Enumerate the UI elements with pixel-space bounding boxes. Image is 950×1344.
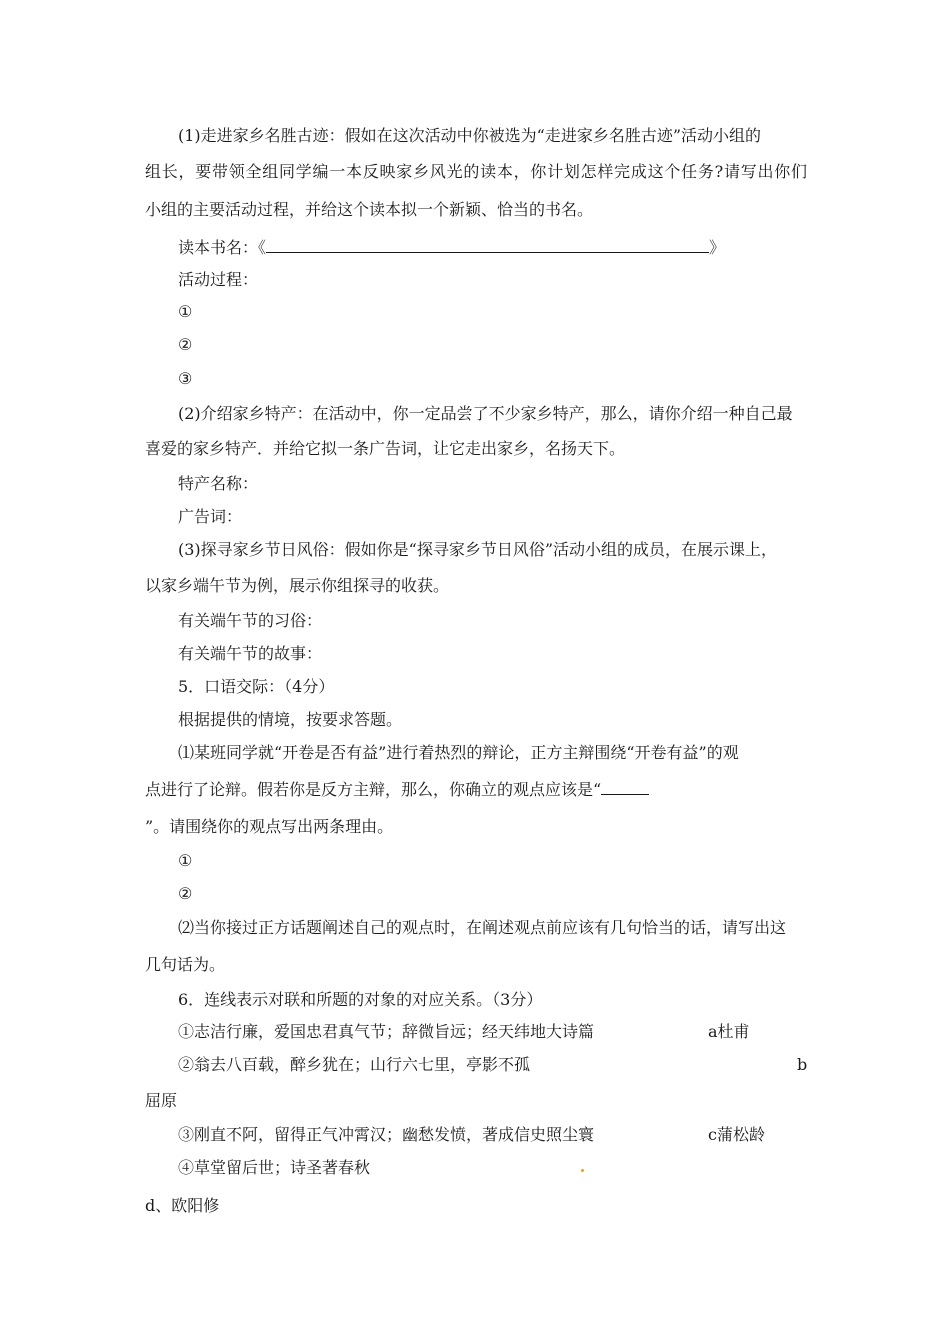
dragon-boat-stories-label: 有关端午节的故事： <box>178 644 323 663</box>
option-b-letter: b <box>797 1055 808 1074</box>
q5-s2-line1: ⑵当你接过正方话题阐述自己的观点时，在阐述观点前应该有几句恰当的话，请写出这 <box>178 918 787 937</box>
process-marker-2: ② <box>178 335 193 354</box>
q4-part3-line2: 以家乡端午节为例，展示你组探寻的收获。 <box>145 576 450 595</box>
q4-part1-line1: (1)走进家乡名胜古迹：假如在这次活动中你被选为“走进家乡名胜古迹”活动小组的 <box>178 126 762 145</box>
book-name-label: 读本书名：《 <box>178 238 267 257</box>
option-d: d、欧阳修 <box>145 1196 220 1215</box>
q4-part2-line1: (2)介绍家乡特产：在活动中，你一定品尝了不少家乡特产，那么，请你介绍一种自己最 <box>178 404 793 423</box>
option-c: c蒲松龄 <box>708 1125 765 1144</box>
q5-s1-line2-row <box>145 778 649 800</box>
q5-s2-line2: 几句话为。 <box>145 955 226 974</box>
q5-s1-line2: 点进行了论辩。假若你是反方主辩，那么，你确立的观点应该是“ <box>145 780 602 799</box>
q6-title: 6．连线表示对联和所题的对象的对应关系。（3分） <box>178 990 543 1009</box>
q5-intro: 根据提供的情境，按要求答题。 <box>178 710 403 729</box>
couplet-1: ①志洁行廉，爱国忠君真气节；辞微旨远；经天纬地大诗篇 <box>178 1022 595 1041</box>
reason-marker-1: ① <box>178 851 193 870</box>
q4-part1-line2: 组长，要带领全组同学编一本反映家乡风光的读本，你计划怎样完成这个任务?请写出你们 <box>145 162 807 181</box>
product-name-label: 特产名称： <box>178 474 259 493</box>
ad-slogan-label: 广告词： <box>178 507 243 526</box>
couplet-3: ③刚直不阿，留得正气冲霄汉；幽愁发愤，著成信史照尘寰 <box>178 1125 595 1144</box>
book-name-close: 》 <box>709 238 726 257</box>
q5-s1-line1: ⑴某班同学就“开卷是否有益”进行着热烈的辩论，正方主辩围绕“开卷有益”的观 <box>178 743 739 762</box>
couplet-4: ④草堂留后世；诗圣著春秋 <box>178 1158 371 1177</box>
activity-process-label: 活动过程： <box>178 270 259 289</box>
option-b-name: 屈原 <box>145 1091 178 1110</box>
process-marker-3: ③ <box>178 369 193 388</box>
process-marker-1: ① <box>178 302 193 321</box>
q5-title: 5．口语交际：（4分） <box>178 677 335 696</box>
couplet-2: ②翁去八百载，醉乡犹在；山行六七里，亭影不孤 <box>178 1055 531 1074</box>
q4-part2-line2: 喜爱的家乡特产．并给它拟一条广告词，让它走出家乡，名扬天下。 <box>145 439 626 458</box>
stray-dot-mark <box>581 1169 584 1172</box>
q4-part1-line3: 小组的主要活动过程，并给这个读本拟一个新颖、恰当的书名。 <box>145 200 594 219</box>
q4-part3-line1: (3)探寻家乡节日风俗：假如你是“探寻家乡节日风俗”活动小组的成员，在展示课上， <box>178 540 778 559</box>
reason-marker-2: ② <box>178 884 193 903</box>
dragon-boat-customs-label: 有关端午节的习俗： <box>178 611 323 630</box>
viewpoint-blank[interactable] <box>601 778 649 795</box>
book-name-row <box>178 236 725 258</box>
option-a: a杜甫 <box>708 1022 750 1041</box>
book-name-blank[interactable] <box>266 236 709 253</box>
q5-s1-line3: ”。请围绕你的观点写出两条理由。 <box>145 817 394 836</box>
